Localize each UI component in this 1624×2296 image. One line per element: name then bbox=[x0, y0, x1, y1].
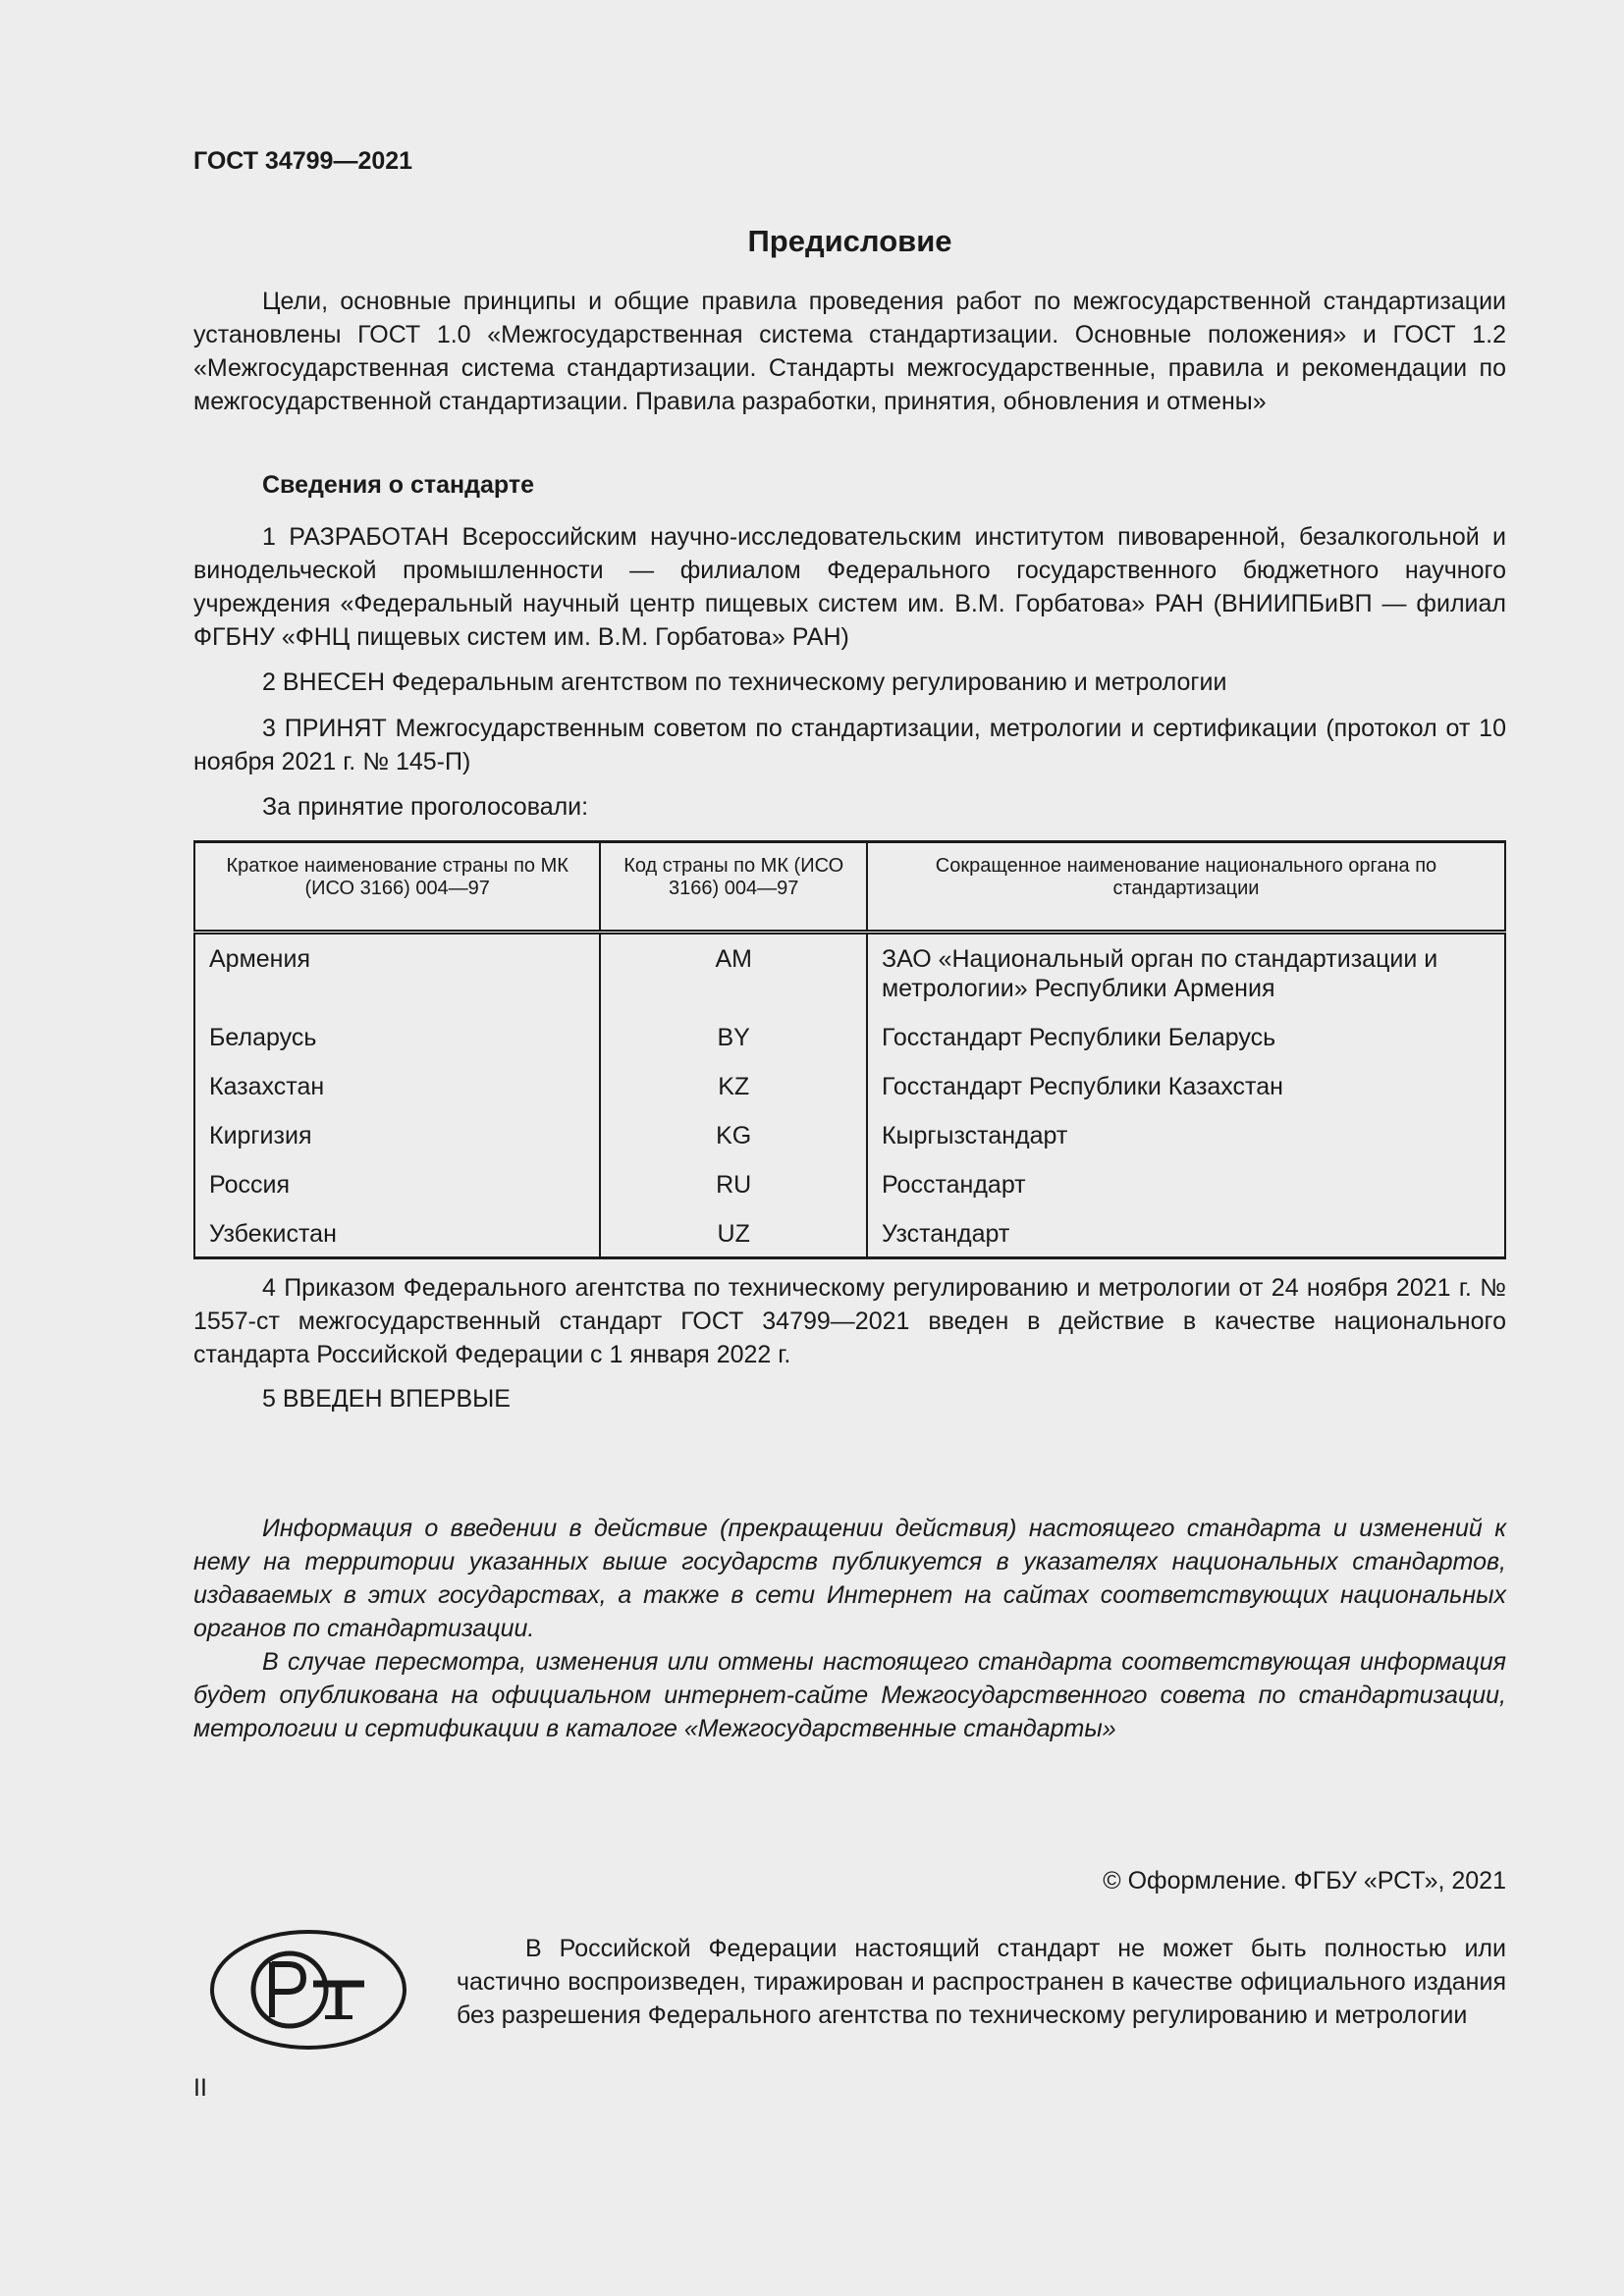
intro-block bbox=[193, 285, 1506, 418]
item-developed: 1 РАЗРАБОТАН Всероссийским научно-исследовательским институтом пивоваренной, безалкогольной и винодельческой промышленности — филиалом Федерального государственного бюджетного научного учреждения «Федеральный научный центр пищевых систем им. В.М. Горбатова» РАН (ВНИИПБиВП — филиал ФГБНУ «ФНЦ пищевых систем им. В.М. Горбатова» РАН) bbox=[193, 523, 1506, 651]
standard-code: ГОСТ 34799—2021 bbox=[193, 147, 413, 175]
cell-country: Россия bbox=[194, 1162, 600, 1211]
cell-code: AM bbox=[600, 933, 867, 1016]
cell-body: ЗАО «Национальный орган по стандартизации и метрологии» Республики Армения bbox=[867, 933, 1505, 1016]
cell-country: Казахстан bbox=[194, 1064, 600, 1113]
header-country-name: Краткое наименование страны по МК (ИСО 3166) 004—97 bbox=[194, 842, 600, 933]
item-2-block bbox=[193, 666, 1506, 699]
item-4-block bbox=[193, 1271, 1506, 1371]
cell-body: Узстандарт bbox=[867, 1211, 1505, 1258]
cell-code: UZ bbox=[600, 1211, 867, 1258]
notice-paragraph-1: Информация о введении в действие (прекращении действия) настоящего стандарта и изменений к нему на территории указанных выше государств публикуется в указателях национальных стандартов, издаваемых в этих государствах, а также в сети Интернет на сайтах соответствующих национальных органов по стандартизации. bbox=[193, 1515, 1506, 1642]
table-row bbox=[194, 1211, 1505, 1258]
header-national-body: Сокращенное наименование национального органа по стандартизации bbox=[867, 842, 1505, 933]
item-adopted: 3 ПРИНЯТ Межгосударственным советом по стандартизации, метрологии и сертификации (протокол от 10 ноября 2021 г. № 145-П) bbox=[193, 715, 1506, 775]
cell-body: Госстандарт Республики Казахстан bbox=[867, 1064, 1505, 1113]
cell-code: RU bbox=[600, 1162, 867, 1211]
cell-code: BY bbox=[600, 1015, 867, 1064]
table-row bbox=[194, 1064, 1505, 1113]
cell-country: Армения bbox=[194, 933, 600, 1016]
table-row bbox=[194, 1113, 1505, 1162]
item-order: 4 Приказом Федерального агентства по техническому регулированию и метрологии от 24 ноября 2021 г. № 1557-ст межгосударственный стандарт ГОСТ 34799—2021 введен в действие в качестве национального стандарта Российской Федерации с 1 января 2022 г. bbox=[193, 1274, 1506, 1368]
vote-table bbox=[193, 840, 1506, 1259]
header-country-code: Код страны по МК (ИСО 3166) 004—97 bbox=[600, 842, 867, 933]
table-row bbox=[194, 933, 1505, 1016]
legal-notice: В Российской Федерации настоящий стандарт не может быть полностью или частично воспроизведен, тиражирован и распространен в качестве официального издания без разрешения Федерального агентства по техническому регулированию и метрологии bbox=[457, 1935, 1506, 2029]
cell-country: Узбекистан bbox=[194, 1211, 600, 1258]
rst-logo-icon bbox=[209, 1929, 407, 2056]
item-3-block bbox=[193, 712, 1506, 778]
notice-block bbox=[193, 1512, 1506, 1745]
table-row bbox=[194, 1162, 1505, 1211]
copyright-notice: © Оформление. ФГБУ «РСТ», 2021 bbox=[1103, 1867, 1506, 1895]
vote-table-block bbox=[193, 840, 1506, 1259]
notice-paragraph-2: В случае пересмотра, изменения или отмены настоящего стандарта соответствующая информация будет опубликована на официальном интернет-сайте Межгосударственного совета по стандартизации, метрологии и сертификации в каталоге «Межгосударственные стандарты» bbox=[193, 1648, 1506, 1742]
table-row bbox=[194, 1015, 1505, 1064]
table-header-row bbox=[194, 842, 1505, 933]
item-5-block bbox=[193, 1382, 1506, 1415]
cell-country: Беларусь bbox=[194, 1015, 600, 1064]
cell-country: Киргизия bbox=[194, 1113, 600, 1162]
cell-body: Росстандарт bbox=[867, 1162, 1505, 1211]
voted-label: За принятие проголосовали: bbox=[262, 793, 589, 821]
item-1-block bbox=[193, 520, 1506, 654]
voted-block bbox=[193, 790, 1506, 824]
info-heading: Сведения о стандарте bbox=[262, 471, 535, 499]
cell-code: KG bbox=[600, 1113, 867, 1162]
item-introduced: 2 ВНЕСЕН Федеральным агентством по техническому регулированию и метрологии bbox=[262, 668, 1227, 696]
page-number: II bbox=[193, 2074, 207, 2102]
cell-code: KZ bbox=[600, 1064, 867, 1113]
info-heading-block bbox=[193, 471, 1506, 500]
page-title: Предисловие bbox=[747, 224, 952, 258]
cell-body: Кыргызстандарт bbox=[867, 1113, 1505, 1162]
intro-paragraph: Цели, основные принципы и общие правила проведения работ по межгосударственной стандартизации установлены ГОСТ 1.0 «Межгосударственная система стандартизации. Основные положения» и ГОСТ 1.2 «Межгосударственная система стандартизации. Стандарты межгосударственные, правила и рекомендации по межгосударственной стандартизации. Правила разработки, принятия, обновления и отмены» bbox=[193, 288, 1506, 415]
cell-body: Госстандарт Республики Беларусь bbox=[867, 1015, 1505, 1064]
item-first-introduced: 5 ВВЕДЕН ВПЕРВЫЕ bbox=[262, 1385, 511, 1413]
